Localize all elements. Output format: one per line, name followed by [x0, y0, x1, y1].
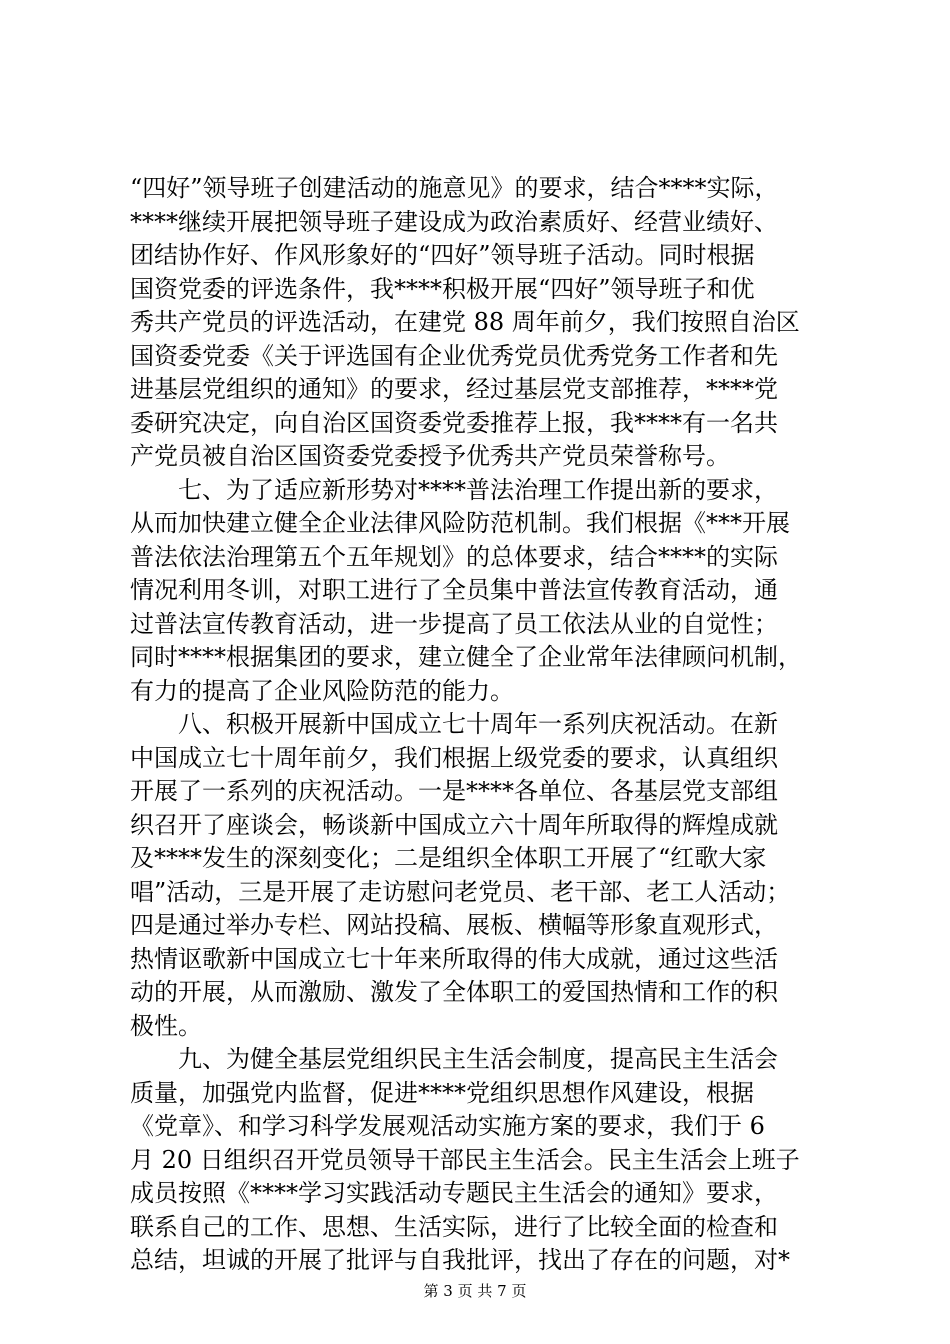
- text-line: “四好”领导班子创建活动的施意见》的要求，结合****实际，: [130, 174, 779, 202]
- text-line: 《党章》、和学习科学发展观活动实施方案的要求，我们于 6: [130, 1112, 765, 1140]
- body-text: [130, 172, 846, 1278]
- text-line: 中国成立七十周年前夕，我们根据上级党委的要求，认真组织: [130, 743, 778, 772]
- text-line: 开展了一系列的庆祝活动。一是****各单位、各基层党支部组: [130, 777, 778, 805]
- text-line: 从而加快建立健全企业法律风险防范机制。我们根据《***开展: [130, 509, 790, 537]
- text-line: 织召开了座谈会，畅谈新中国成立六十周年所取得的辉煌成就: [130, 810, 778, 839]
- text-line: 有力的提高了企业风险防范的能力。: [130, 676, 514, 705]
- text-line: 普法依法治理第五个五年规划》的总体要求，结合****的实际: [130, 542, 778, 571]
- text-line: 质量，加强党内监督，促进****党组织思想作风建设，根据: [130, 1078, 754, 1107]
- page-footer: [0, 1281, 950, 1301]
- text-line: 国资委党委《关于评选国有企业优秀党员优秀党务工作者和先: [130, 341, 778, 370]
- text-line: 总结，坦诚的开展了批评与自我批评，找出了存在的问题，对*: [130, 1246, 790, 1274]
- text-line: 成员按照《****学习实践活动专题民主生活会的通知》要求，: [130, 1179, 778, 1207]
- text-line: 唱”活动，三是开展了走访慰问老党员、老干部、老工人活动；: [130, 877, 791, 906]
- text-line: 动的开展，从而激励、激发了全体职工的爱国热情和工作的积: [130, 978, 778, 1006]
- text-line: 秀共产党员的评选活动，在建党 88 周年前夕，我们按照自治区: [130, 308, 800, 336]
- text-line: 联系自己的工作、思想、生活实际，进行了比较全面的检查和: [130, 1212, 778, 1241]
- text-line: 情况利用冬训，对职工进行了全员集中普法宣传教育活动，通: [130, 576, 778, 604]
- text-line: 进基层党组织的通知》的要求，经过基层党支部推荐，****党: [130, 375, 778, 403]
- text-line: 七、为了适应新形势对****普法治理工作提出新的要求，: [130, 475, 778, 504]
- text-line: 委研究决定，向自治区国资委党委推荐上报，我****有一名共: [130, 408, 778, 437]
- text-line: 及****发生的深刻变化；二是组织全体职工开展了“红歌大家: [130, 844, 767, 872]
- text-line: 热情讴歌新中国成立七十年来所取得的伟大成就，通过这些活: [130, 944, 778, 973]
- text-line: 产党员被自治区国资委党委授予优秀共产党员荣誉称号。: [130, 442, 730, 470]
- text-line: 国资党委的评选条件，我****积极开展“四好”领导班子和优: [130, 274, 755, 303]
- page-number-label: 第 3 页 共 7 页: [423, 1282, 527, 1300]
- text-line: 同时****根据集团的要求，建立健全了企业常年法律顾问机制，: [130, 643, 802, 671]
- text-line: 月 20 日组织召开党员领导干部民主生活会。民主生活会上班子: [130, 1145, 800, 1174]
- text-line: 八、积极开展新中国成立七十周年一系列庆祝活动。在新: [130, 710, 778, 738]
- text-line: 四是通过举办专栏、网站投稿、展板、横幅等形象直观形式，: [130, 911, 778, 939]
- text-line: 过普法宣传教育活动，进一步提高了员工依法从业的自觉性；: [130, 609, 778, 638]
- text-line: 九、为健全基层党组织民主生活会制度，提高民主生活会: [130, 1045, 778, 1073]
- text-line: 团结协作好、作风形象好的“四好”领导班子活动。同时根据: [130, 241, 755, 269]
- text-line: ****继续开展把领导班子建设成为政治素质好、经营业绩好、: [130, 207, 778, 236]
- text-line: 极性。: [130, 1011, 202, 1040]
